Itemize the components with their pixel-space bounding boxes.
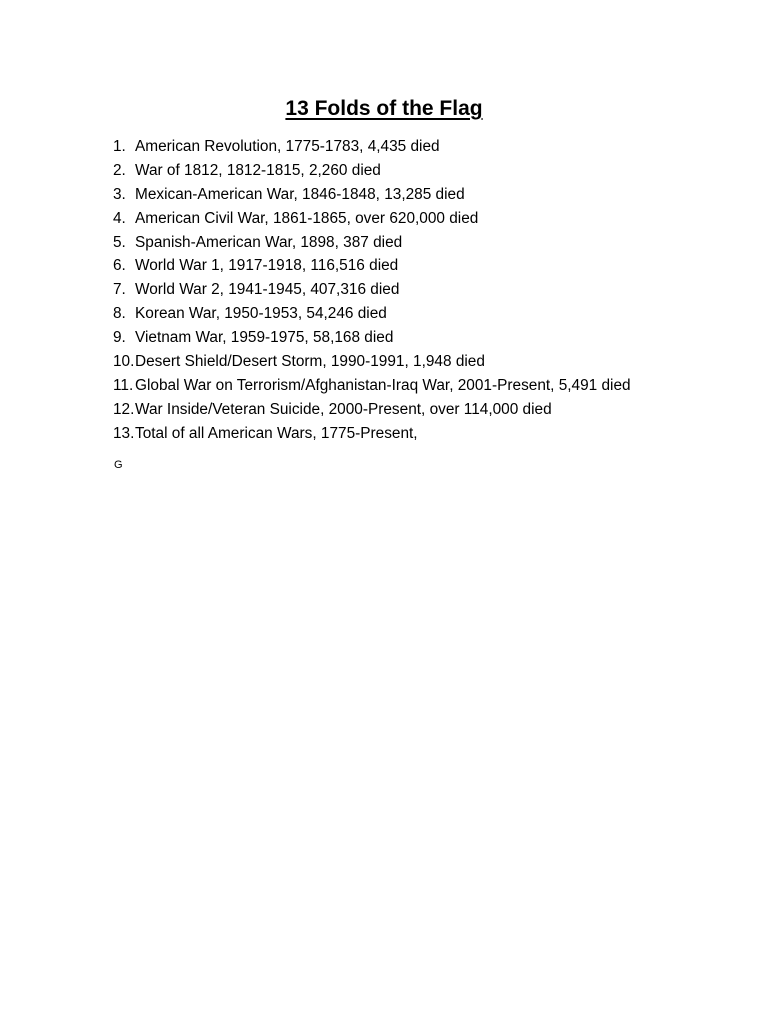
list-item-text: Spanish-American War, 1898, 387 died <box>135 233 403 251</box>
list-item <box>113 231 631 255</box>
list-item-number: 5. <box>113 233 126 251</box>
list-item-text: War Inside/Veteran Suicide, 2000-Present, over 114,000 died <box>135 400 552 418</box>
list-item-number: 11. <box>113 376 134 394</box>
list-item <box>113 159 631 183</box>
list-item <box>113 302 631 326</box>
list-item-text: American Revolution, 1775-1783, 4,435 died <box>135 138 440 155</box>
list-item <box>113 254 631 278</box>
list-item-number: 1. <box>113 138 126 155</box>
list-item-number: 13. <box>113 424 135 442</box>
list-item <box>113 422 631 446</box>
list-item-number: 2. <box>113 161 126 179</box>
list-item-number: 12. <box>113 400 135 418</box>
page-title: 13 Folds of the Flag <box>285 97 483 120</box>
list-item-number: 6. <box>113 257 126 275</box>
list-item-text: Korean War, 1950-1953, 54,246 died <box>135 305 387 323</box>
list-item-text: Vietnam War, 1959-1975, 58,168 died <box>135 329 394 347</box>
list-item-text: Global War on Terrorism/Afghanistan-Iraq War, 2001-Present, 5,491 died <box>135 376 631 394</box>
list-item-number: 7. <box>113 281 126 299</box>
list-item <box>113 374 631 398</box>
list-item-number: 4. <box>113 209 126 227</box>
trailing-text: G <box>114 459 123 471</box>
list-item <box>113 135 631 159</box>
list-item <box>113 350 631 374</box>
list-item <box>113 207 631 231</box>
list-item <box>113 326 631 350</box>
list-item-text: Total of all American Wars, 1775-Present, <box>135 424 418 442</box>
wars-list <box>113 135 631 446</box>
list-item-text: American Civil War, 1861-1865, over 620,000 died <box>135 209 479 227</box>
list-item-text: World War 1, 1917-1918, 116,516 died <box>135 257 399 275</box>
list-item-text: Desert Shield/Desert Storm, 1990-1991, 1,948 died <box>135 353 485 371</box>
list-item <box>113 278 631 302</box>
list-item-text: War of 1812, 1812-1815, 2,260 died <box>135 161 381 179</box>
list-item-number: 9. <box>113 329 126 347</box>
list-item-number: 10. <box>113 353 135 371</box>
list-item-text: World War 2, 1941-1945, 407,316 died <box>135 281 400 299</box>
list-item <box>113 183 631 207</box>
list-item-number: 8. <box>113 305 126 323</box>
list-item <box>113 398 631 422</box>
list-item-number: 3. <box>113 185 126 203</box>
list-item-text: Mexican-American War, 1846-1848, 13,285 died <box>135 185 465 203</box>
